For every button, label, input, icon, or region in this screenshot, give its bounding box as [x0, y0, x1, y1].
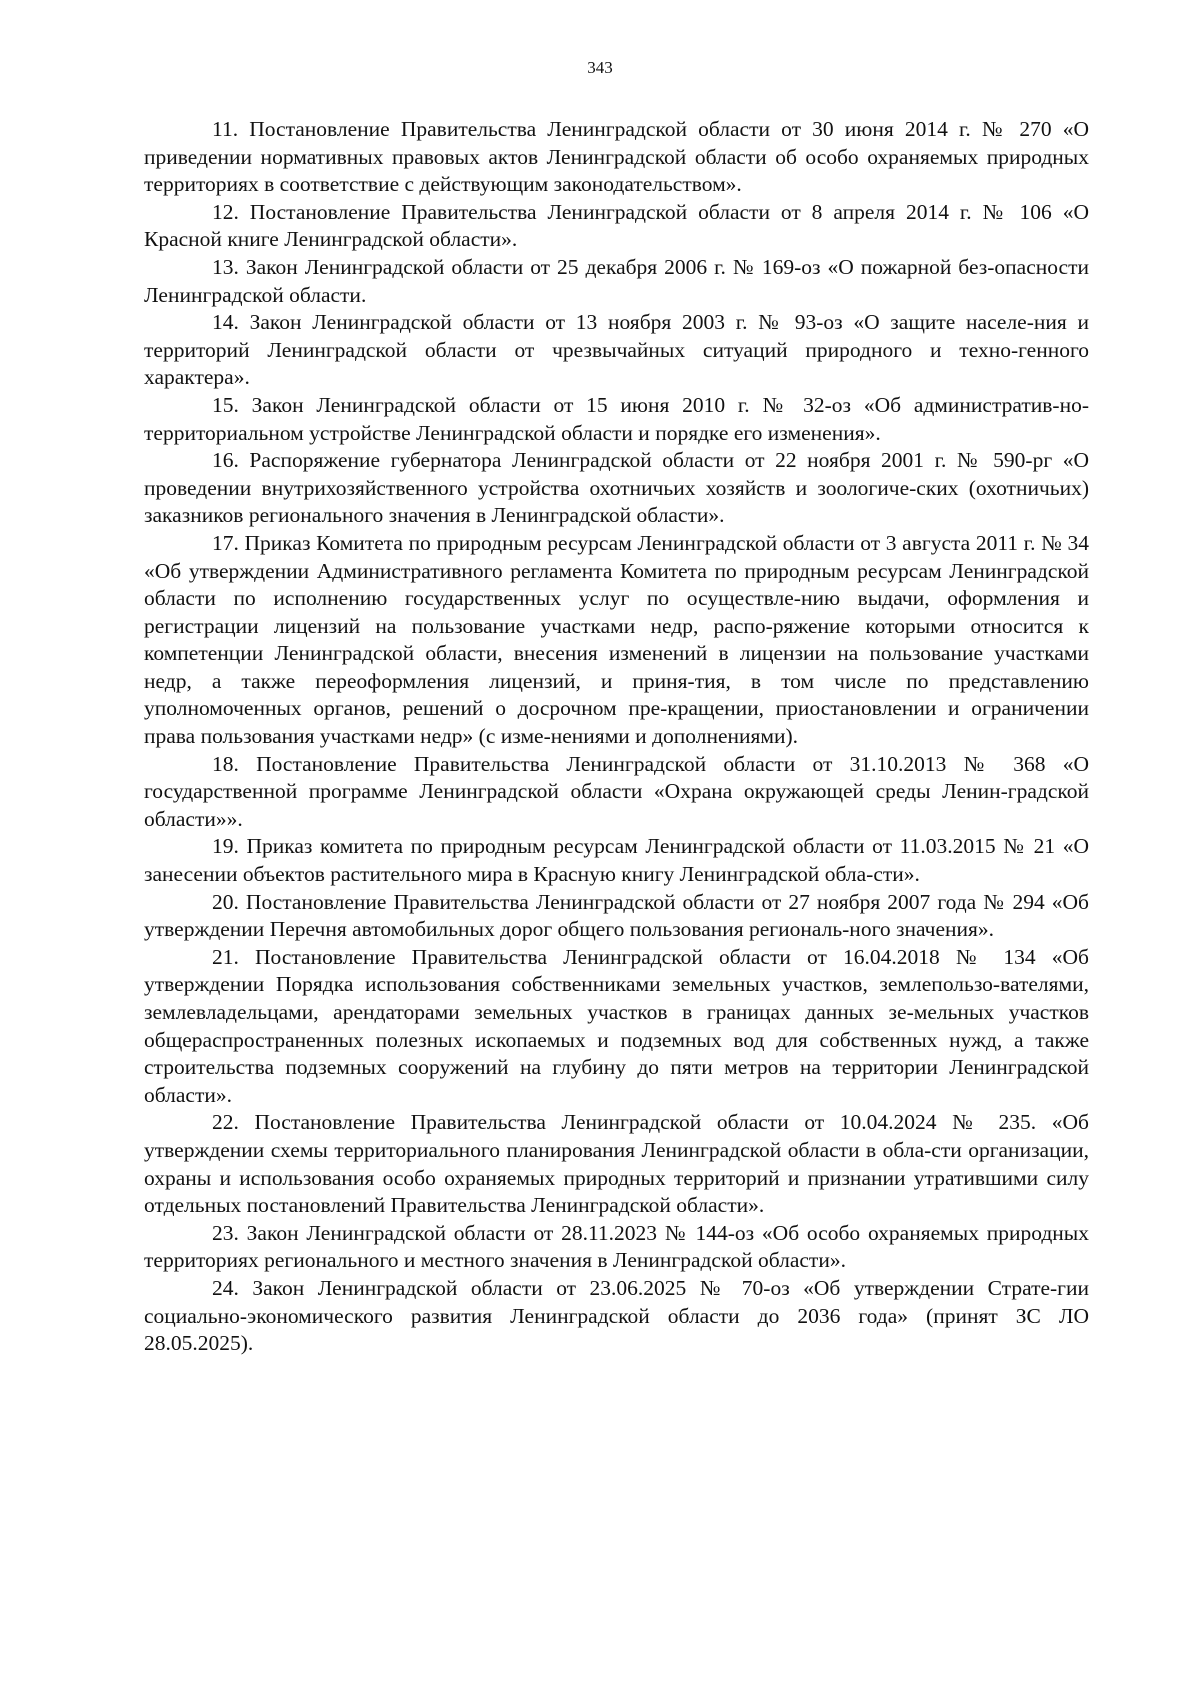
list-item: 23. Закон Ленинградской области от 28.11.2023 № 144-оз «Об особо охраняемых природных территориях регионального и местного значения в Ленинградской области». [144, 1220, 1089, 1273]
list-item: 13. Закон Ленинградской области от 25 декабря 2006 г. № 169-оз «О пожарной без-опасности Ленинградской области. [144, 254, 1089, 307]
list-item: 17. Приказ Комитета по природным ресурсам Ленинградской области от 3 августа 2011 г. № 34 «Об утверждении Административного регламента Комитета по природным ресурсам Ленинградской области по исполнению государственных услуг по осуществле-нию выдачи, оформления и регистрации лицензий на пользование участками недр, распо-ряжение которыми относится к компетенции Ленинградской области, внесения изменений в лицензии на пользование участками недр, а также переоформления лицензий, и приня-тия, в том числе по представлению уполномоченных органов, решений о досрочном пре-кращении, приостановлении и ограничении права пользования участками недр» (с изме-нениями и дополнениями). [144, 530, 1089, 749]
list-item: 20. Постановление Правительства Ленинградской области от 27 ноября 2007 года № 294 «Об утверждении Перечня автомобильных дорог общего пользования региональ-ного значения». [144, 889, 1089, 942]
list-item: 22. Постановление Правительства Ленинградской области от 10.04.2024 № 235. «Об утверждении схемы территориального планирования Ленинградской области в обла-сти организации, охраны и использования особо охраняемых природных территорий и признании утратившими силу отдельных постановлений Правительства Ленинградской области». [144, 1110, 1089, 1218]
list-item: 14. Закон Ленинградской области от 13 ноября 2003 г. № 93-оз «О защите населе-ния и территорий Ленинградской области от чрезвычайных ситуаций природного и техно-генного характера». [144, 310, 1089, 390]
list-item: 18. Постановление Правительства Ленинградской области от 31.10.2013 № 368 «О государственной программе Ленинградской области «Охрана окружающей среды Ленин-градской области»». [144, 751, 1089, 831]
list-item: 12. Постановление Правительства Ленинградской области от 8 апреля 2014 г. № 106 «О Красной книге Ленинградской области». [144, 199, 1089, 252]
list-item: 21. Постановление Правительства Ленинградской области от 16.04.2018 № 134 «Об утверждении Порядка использования собственниками земельных участков, землепользо-вателями, землевладельцами, арендаторами земельных участков в границах данных зе-мельных участков общераспространенных полезных ископаемых и подземных вод для собственных нужд, а также строительства подземных сооружений на глубину до пяти метров на территории Ленинградской области». [144, 944, 1089, 1107]
list-item: 11. Постановление Правительства Ленинградской области от 30 июня 2014 г. № 270 «О приведении нормативных правовых актов Ленинградской области об особо охраняемых природных территориях в соответствие с действующим законодательством». [144, 117, 1089, 197]
reference-list [144, 116, 1089, 1358]
list-item: 19. Приказ комитета по природным ресурсам Ленинградской области от 11.03.2015 № 21 «О занесении объектов растительного мира в Красную книгу Ленинградской обла-сти». [144, 834, 1089, 887]
list-item: 24. Закон Ленинградской области от 23.06.2025 № 70-оз «Об утверждении Страте-гии социально-экономического развития Ленинградской области до 2036 года» (принят ЗС ЛО 28.05.2025). [144, 1275, 1089, 1356]
page-number: 343 [587, 58, 613, 77]
list-item: 16. Распоряжение губернатора Ленинградской области от 22 ноября 2001 г. № 590-рг «О проведении внутрихозяйственного устройства охотничьих хозяйств и зоологиче-ских (охотничьих) заказников регионального значения в Ленинградской области». [144, 448, 1089, 528]
list-item: 15. Закон Ленинградской области от 15 июня 2010 г. № 32-оз «Об административ-но-территориальном устройстве Ленинградской области и порядке его изменения». [144, 392, 1089, 445]
